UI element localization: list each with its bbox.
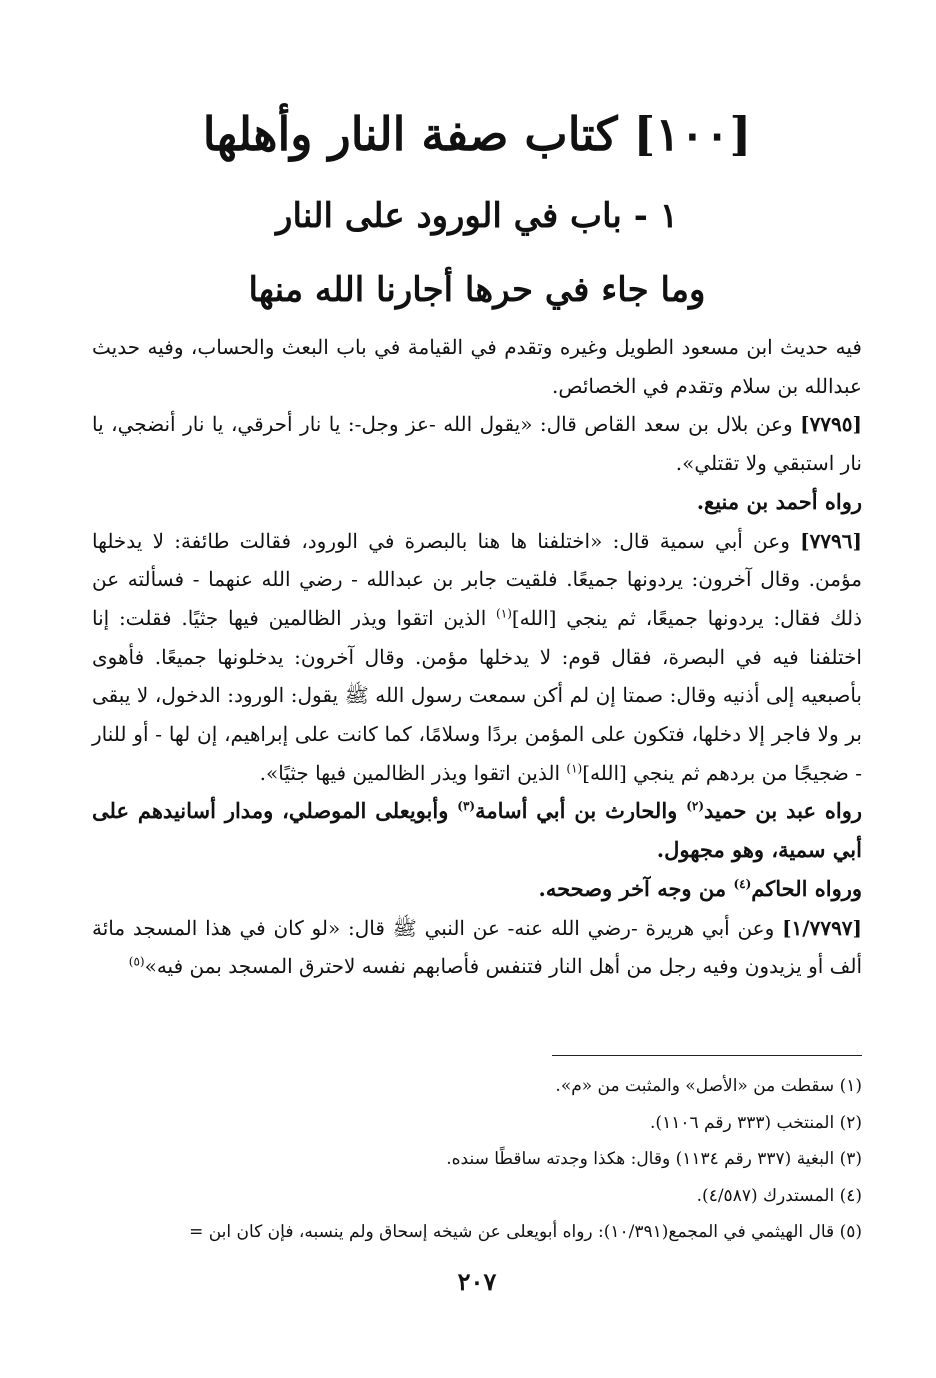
footnote-ref-3: (٣) xyxy=(457,799,476,814)
footnote-divider xyxy=(552,1055,862,1056)
hadith-7795 xyxy=(92,405,862,482)
riwaya-part-c: وأبويعلى الموصلي، ومدار أسانيدهم على أبي سمية، وهو مجهول. xyxy=(92,798,862,863)
hadith-text: وعن بلال بن سعد القاص قال: «يقول الله -عز وجل-: يا نار أحرقي، يا نار أنضجي، يا نار استبقي ولا تقتلي». xyxy=(92,412,862,476)
main-text xyxy=(92,328,862,986)
footnote-5: (٥) قال الهيثمي في المجمع(١٠/٣٩١): رواه أبويعلى عن شيخه إسحاق ولم ينسبه، فإن كان ابن = xyxy=(189,1222,862,1242)
riwaya-7795: رواه أحمد بن منيع. xyxy=(696,488,862,514)
footnote-3: (٣) البغية (٣٣٧ رقم ١١٣٤) وقال: هكذا وجدته ساقطًا سنده. xyxy=(446,1149,862,1169)
footnote-ref-4: (٤) xyxy=(733,876,752,891)
section-title-line2: وما جاء في حرها أجارنا الله منها xyxy=(248,270,706,310)
footnote-2: (٢) المنتخب (٣٣٣ رقم ١١٠٦). xyxy=(650,1112,862,1133)
riwaya-part-b: والحارث بن أبي أسامة xyxy=(475,798,687,824)
book-page xyxy=(92,0,862,1378)
riwaya-7796 xyxy=(92,792,862,869)
footnotes xyxy=(92,1068,862,1251)
footnote-ref-1: (١) xyxy=(496,606,512,621)
hakim-part-a: ورواه الحاكم xyxy=(751,875,862,901)
hakim-part-b: من وجه آخر وصححه. xyxy=(538,875,734,901)
hadith-text-part-c: الذين اتقوا ويذر الظالمين فيها جثيًا». xyxy=(259,760,567,785)
section-title-line1: ١ - باب في الورود على النار xyxy=(276,196,678,236)
footnote-1: (١) سقطت من «الأصل» والمثبت من «م». xyxy=(555,1076,862,1096)
hadith-number: [٧٧٩٦] xyxy=(800,528,862,553)
hadith-text-part-b: الذين اتقوا ويذر الظالمين فيها جثيًا. فقلت: إنا اختلفنا فيه في البصرة، فقال قوم: لا يدخلها مؤمن. وقال آخرون: يدخلونها جميعًا. فأهوى بأصبعيه إلى أذنيه وقال: صمتا إن لم أكن سمعت رسول الله ﷺ يقول: الورود: الدخول، لا يبقى بر ولا فاجر إلا دخلها، فتكون على المؤمن بردًا وسلامًا، كما كانت على إبراهيم، إن لها - أو للنار - ضجيجًا من بردهم ثم ينجي [الله] xyxy=(92,605,862,785)
footnote-ref-5: (٥) xyxy=(128,954,145,969)
hadith-7797 xyxy=(92,909,862,986)
riwaya-part-a: رواه عبد بن حميد xyxy=(704,798,862,824)
intro-paragraph: فيه حديث ابن مسعود الطويل وغيره وتقدم في القيامة في باب البعث والحساب، وفيه حديث عبدالله بن سلام وتقدم في الخصائص. xyxy=(92,335,862,398)
hadith-number: [١/٧٧٩٧] xyxy=(782,915,863,940)
chapter-title: [١٠٠] كتاب صفة النار وأهلها xyxy=(202,107,752,161)
hadith-text-part-a: وعن أبي سمية قال: «اختلفنا ها هنا بالبصرة في الورود، فقالت طائفة: لا يدخلها مؤمن. وقال آخرون: يردونها جميعًا. فلقيت جابر بن عبدالله - رضي الله عنهما - فسألته عن ذلك فقال: يردونها جميعًا، ثم ينجي [الله] xyxy=(92,528,863,630)
footnote-ref-1b: (١) xyxy=(566,761,583,776)
footnote-ref-2: (٢) xyxy=(686,799,705,814)
footnote-4: (٤) المستدرك (٤/٥٨٧). xyxy=(696,1185,862,1206)
page-number: ٢٠٧ xyxy=(457,1267,497,1296)
hadith-text: وعن أبي هريرة -رضي الله عنه- عن النبي ﷺ قال: «لو كان في هذا المسجد مائة ألف أو يزيدون وفيه رجل من أهل النار فتنفس فأصابهم نفسه لاحترق المسجد بمن فيه» xyxy=(92,915,862,979)
hadith-number: [٧٧٩٥] xyxy=(800,412,862,437)
hadith-7796 xyxy=(92,522,862,793)
hakim-7796 xyxy=(92,870,862,909)
